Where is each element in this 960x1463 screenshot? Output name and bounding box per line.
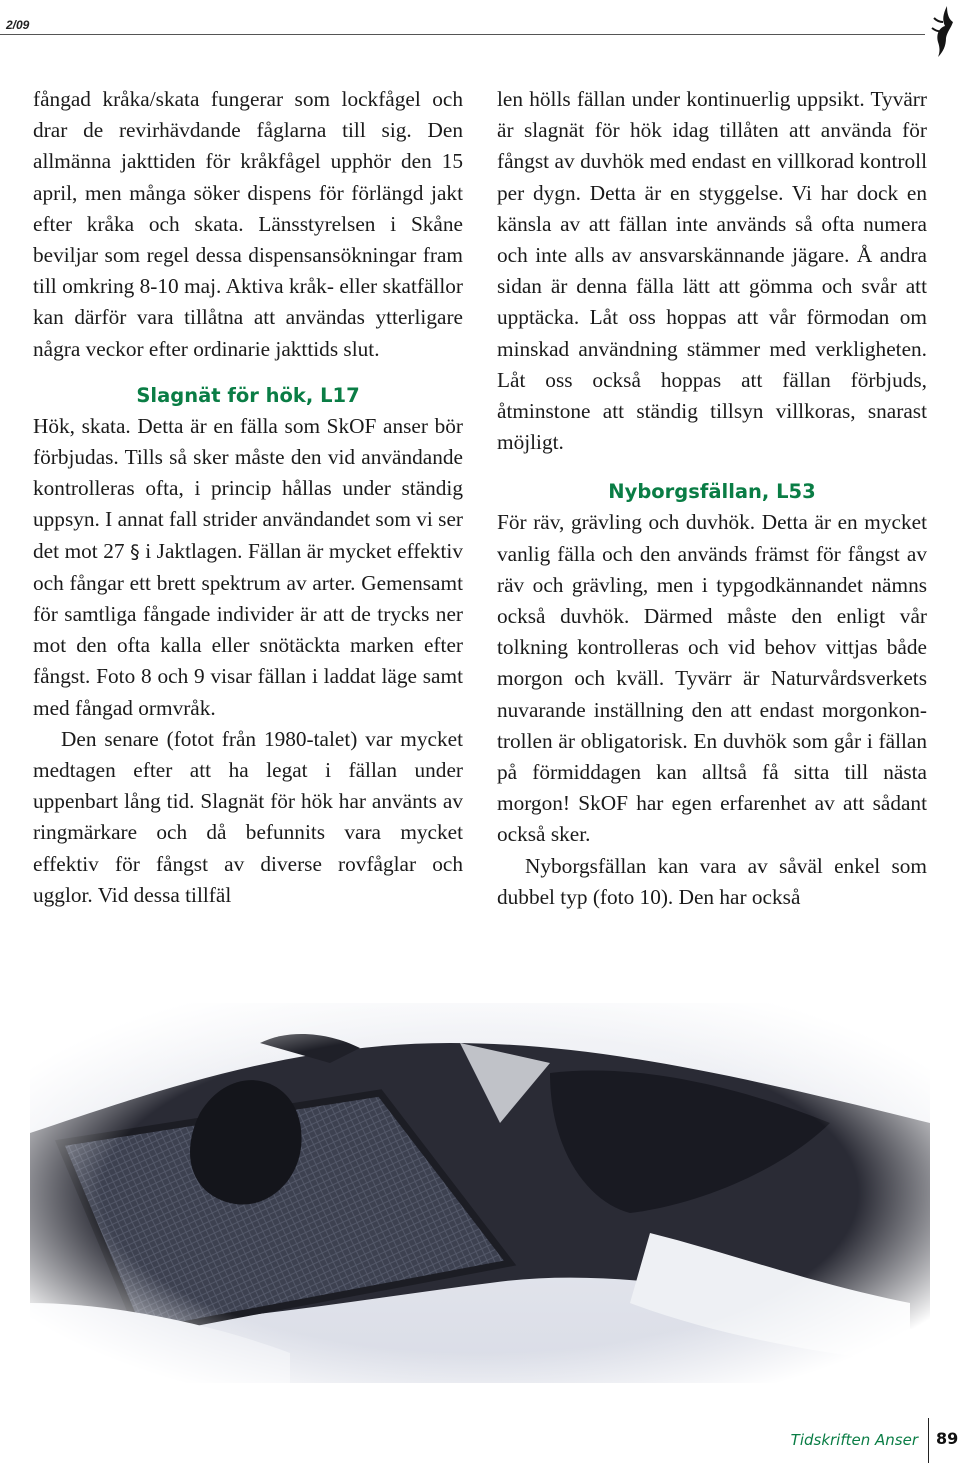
right-paragraph-1: len hölls fällan under kontinuerlig uppsikt. Tyvärr är slagnät för hök idag tillåten att använda för fångst av duvhök med endast en villkorad kontroll per dygn. Detta är en styggelse. Vi har dock en känsla av att fällan inte används så ofta numera och inte alls av ansvarskännande jägare. Å andra sidan är denna fälla lätt att gömma och svår att upptäcka. Låt oss hoppas att vår förmodan om minskad användning stämmer med verkligheten. Låt oss också hoppas att fällan förbjuds, åtminstone att ständig tillsyn villkoras, snarast möjligt.: [497, 87, 927, 455]
right-paragraph-3: Nyborgsfällan kan vara av såväl enkel som dubbel typ (foto 10). Den har också: [497, 853, 927, 909]
left-paragraph-2-end: i Jaktlagen. Fällan är mycket effektiv och fångar ett brett spektrum av arter. Gemensamt för samtliga fångade individer är att de trycks ner mot den ofta kalla eller snötäckta marken efter fångst. Foto 8 och 9 visar fällan i laddat läge samt med fångad ormvråk.: [33, 538, 463, 720]
page-number: 89: [936, 1429, 959, 1448]
heading-slagnat-for-hok: Slagnät för hök, L17: [136, 383, 360, 407]
left-paragraph-1: fångad kråka/skata fungerar som lockfågel och drar de revirhävdande fåglarna till sig. Den allmänna jakttiden för kråkfågel upphör den 15 april, men många söker dispens för förlängd jakt efter kråka och skata. Länsstyrelsen i Skåne beviljar som regel dessa dispensansökningar fram till omkring 8-10 maj. Aktiva kråk- eller skatfällor kan därför vara tillåtna att användas ytterligare några veckor efter ordinarie jakttids slut.: [33, 87, 463, 361]
trap-photo: [30, 1003, 930, 1383]
heading-nyborgsfallan: Nyborgsfällan, L53: [608, 480, 816, 504]
journal-name: Tidskriften Anser: [790, 1431, 918, 1449]
left-paragraph-2-start: Hök, skata. Detta är en fälla som SkOF anser bör förbjudas. Tills så sker måste den vid användande kontrolleras ofta, i princip hållas under ständig uppsyn. I annat fall strider användandet som vi ser det mot 27: [33, 413, 463, 563]
issue-number: 2/09: [6, 18, 30, 32]
right-paragraph-2: För räv, grävling och duvhök. Detta är en mycket vanlig fälla och den används främst för fångst av räv och grävling, men i typgodkännandet nämns också duvhök. Därmed måste den enligt vår tolkning kontrolleras och vid behov vittjas både morgon och kväll. Tyvärr är Naturvårdsverkets nuvarande inställning den att endast morgonkontrollen är obligatorisk. En duvhök som går i fällan på förmiddagen kan alltså få sitta till nästa morgon! SkOF har egen erfarenhet av att sådant också sker.: [497, 510, 927, 847]
header-rule: [0, 34, 925, 35]
right-column: [497, 84, 927, 913]
bird-logo-icon: [928, 4, 956, 58]
left-paragraph-3: Den senare (fotot från 1980-talet) var mycket medtagen efter att ha legat i fällan under uppenbart lång tid. Slagnät för hök har använts av ringmärkare och då befunnits vara mycket effektiv för fångst av diverse rovfåglar och ugglor. Vid dessa tillfäl: [33, 726, 463, 907]
section-sign: §: [130, 540, 140, 563]
left-column: [33, 84, 463, 911]
left-paragraph-2: [33, 411, 463, 724]
page-footer: [700, 1418, 960, 1463]
footer-rule: [928, 1418, 929, 1463]
